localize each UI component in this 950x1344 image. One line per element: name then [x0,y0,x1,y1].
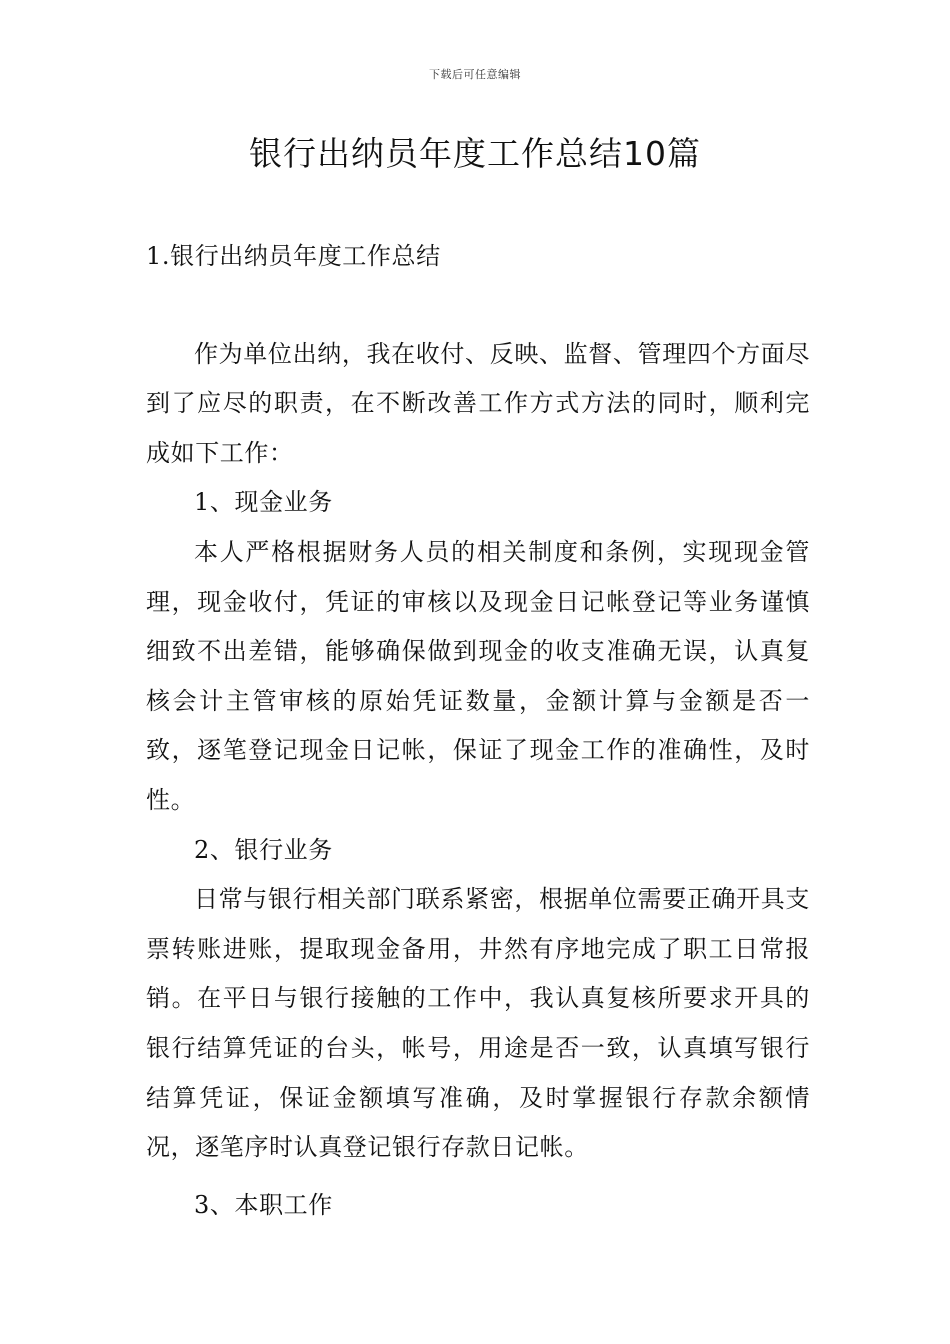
section-heading: 1.银行出纳员年度工作总结 [146,242,441,270]
item-paragraph-bank: 日常与银行相关部门联系紧密，根据单位需要正确开具支票转账进账，提取现金备用，井然有序地完成了职工日常报销。在平日与银行接触的工作中，我认真复核所要求开具的银行结算凭证的台头，帐号，用途是否一致，认真填写银行结算凭证，保证金额填写准确，及时掌握银行存款余额情况，逐笔序时认真登记银行存款日记帐。 [146,885,810,1162]
document-body [146,232,810,1230]
document-title: 银行出纳员年度工作总结10篇 [249,134,701,173]
item-heading-duties: 3、本职工作 [194,1190,333,1219]
item-paragraph-cash: 本人严格根据财务人员的相关制度和条例，实现现金管理，现金收付，凭证的审核以及现金日记帐登记等业务谨慎细致不出差错，能够确保做到现金的收支准确无误，认真复核会计主管审核的原始凭证数量，金额计算与金额是否一致，逐笔登记现金日记帐，保证了现金工作的准确性，及时性。 [146,537,810,814]
item-heading-cash: 1、现金业务 [194,488,333,517]
item-heading-bank: 2、银行业务 [194,835,333,864]
intro-paragraph: 作为单位出纳，我在收付、反映、监督、管理四个方面尽到了应尽的职责，在不断改善工作方式方法的同时，顺利完成如下工作： [146,339,810,467]
header-note: 下载后可任意编辑 [429,68,521,81]
